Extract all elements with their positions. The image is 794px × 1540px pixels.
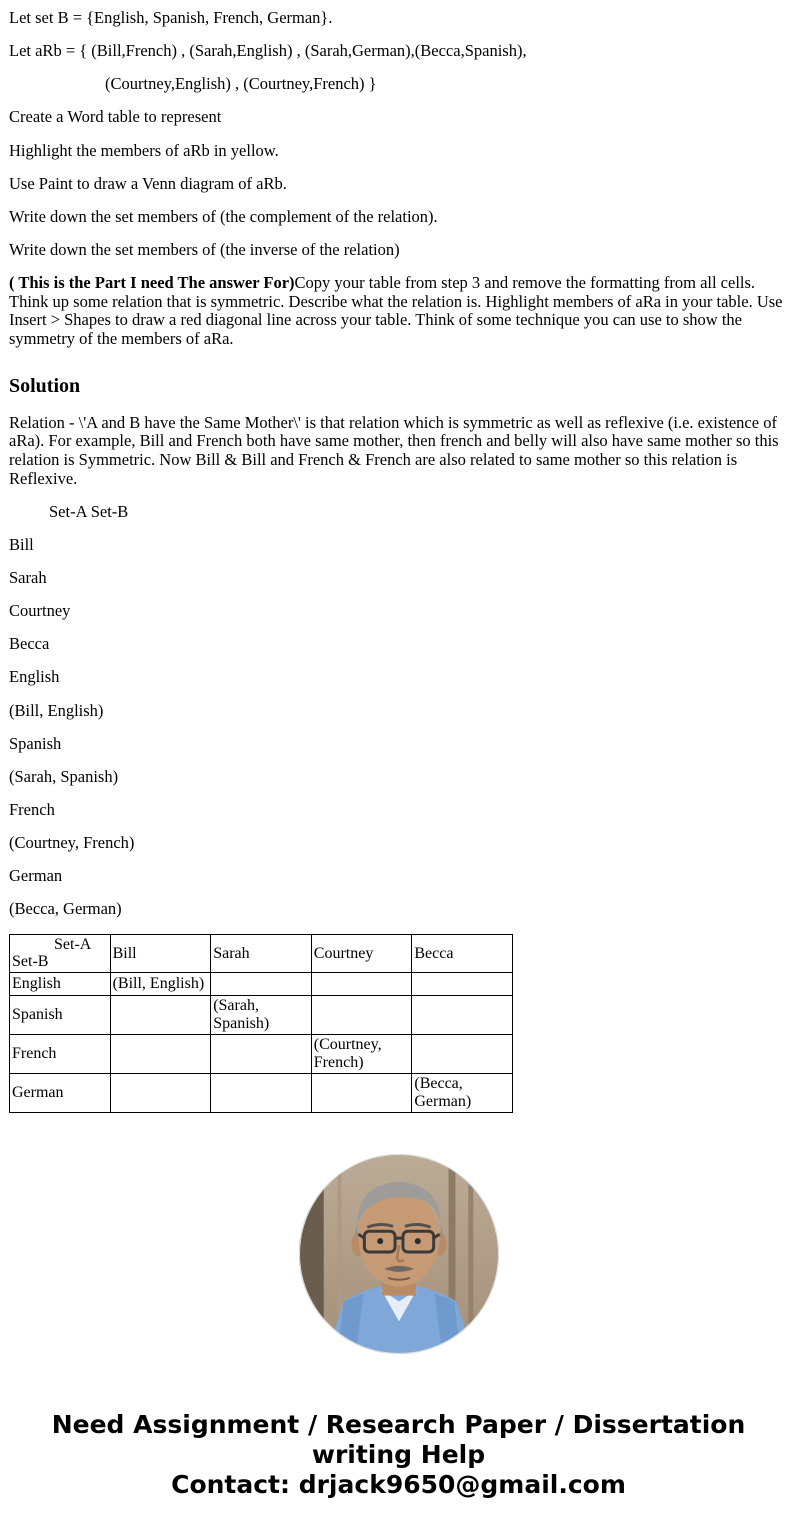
task-highlight: Highlight the members of aRb in yellow.: [9, 140, 279, 160]
relation-table: [9, 934, 513, 1114]
cell-spanish-courtney: [311, 996, 412, 1035]
intro-arb-line-1: Let aRb = { (Bill,French) , (Sarah,English) , (Sarah,German),(Becca,Spanish),: [9, 41, 527, 61]
list-item-pair-bill-english: (Bill, English): [9, 700, 104, 720]
task-inverse: Write down the set members of (the inverse of the relation): [9, 239, 400, 259]
intro-set-b-line: Let set B = {English, Spanish, French, German}.: [9, 8, 333, 27]
row-label-english: English: [10, 973, 111, 996]
cell-english-bill: (Bill, English): [110, 973, 211, 996]
cell-german-sarah: [211, 1074, 312, 1113]
footer-contact-text: Contact: drjack9650@gmail.com: [171, 1470, 626, 1500]
cell-french-becca: [412, 1035, 513, 1074]
list-item-german: German: [9, 866, 63, 886]
row-label-french: French: [10, 1035, 111, 1074]
solution-paragraph: Relation - \'A and B have the Same Mother\' is that relation which is symmetric as well as reflexive (i.e. existence of aRa). For example, Bill and French both have same mother, then french and belly will also have same mother so this relation is Symmetric. Now Bill & Bill and French & French are also related to same mother so this relation is Reflexive.: [9, 412, 779, 488]
list-item-pair-becca-german: (Becca, German): [9, 899, 122, 919]
table-row-german: [10, 1074, 513, 1113]
cell-english-courtney: [311, 973, 412, 996]
cell-english-becca: [412, 973, 513, 996]
task-needed-text: Copy your table from step 3 and remove the formatting from all cells. Think up some relation that is symmetric. Describe what the relation is. Highlight members of aRa in your table. Use Insert > Shapes to draw a red diagonal line across your table. Think of some technique you can use to show the symmetry of the members of aRa.: [9, 273, 783, 349]
task-complement: Write down the set members of (the complement of the relation).: [9, 206, 438, 226]
column-header-bill: Bill: [110, 934, 211, 973]
table-corner-cell: [10, 934, 111, 973]
table-row-english: [10, 973, 513, 996]
cell-french-bill: [110, 1035, 211, 1074]
row-label-spanish: Spanish: [10, 996, 111, 1035]
table-row-spanish: [10, 996, 513, 1035]
list-item-becca: Becca: [9, 634, 50, 654]
set-pair-label: Set-A Set-B: [49, 501, 129, 521]
cell-german-bill: [110, 1074, 211, 1113]
footer-help-text: Need Assignment / Research Paper / Dissertation writing Help: [51, 1410, 746, 1470]
list-item-courtney: Courtney: [9, 601, 71, 621]
solution-heading: Solution: [9, 374, 81, 397]
cell-spanish-bill: [110, 996, 211, 1035]
table-row-french: [10, 1035, 513, 1074]
list-item-pair-courtney-french: (Courtney, French): [9, 833, 135, 853]
list-item-english: English: [9, 667, 60, 687]
footer: [16, 1410, 782, 1500]
cell-spanish-becca: [412, 996, 513, 1035]
tutor-photo: [298, 1153, 500, 1355]
cell-french-courtney: (Courtney, French): [311, 1035, 412, 1074]
avatar-section: [9, 1153, 788, 1360]
cell-spanish-sarah: (Sarah, Spanish): [211, 996, 312, 1035]
task-needed-note: [9, 274, 788, 349]
table-header-row: [10, 934, 513, 973]
cell-german-courtney: [311, 1074, 412, 1113]
corner-set-b-label: Set-B: [12, 953, 49, 971]
tutor-portrait-illustration: [298, 1153, 500, 1355]
column-header-becca: Becca: [412, 934, 513, 973]
list-item-spanish: Spanish: [9, 733, 62, 753]
row-label-german: German: [10, 1074, 111, 1113]
task-needed-bold-label: ( This is the Part I need The answer For): [9, 273, 295, 293]
cell-french-sarah: [211, 1035, 312, 1074]
cell-german-becca: (Becca, German): [412, 1074, 513, 1113]
intro-arb-line-2: (Courtney,English) , (Courtney,French) }: [105, 74, 377, 94]
corner-set-a-label: Set-A: [54, 935, 92, 953]
task-create-table: Create a Word table to represent: [9, 107, 222, 127]
list-item-sarah: Sarah: [9, 568, 47, 588]
task-venn-diagram: Use Paint to draw a Venn diagram of aRb.: [9, 173, 287, 193]
column-header-sarah: Sarah: [211, 934, 312, 973]
cell-english-sarah: [211, 973, 312, 996]
column-header-courtney: Courtney: [311, 934, 412, 973]
list-item-french: French: [9, 800, 55, 820]
list-item-bill: Bill: [9, 534, 34, 554]
list-item-pair-sarah-spanish: (Sarah, Spanish): [9, 766, 119, 786]
